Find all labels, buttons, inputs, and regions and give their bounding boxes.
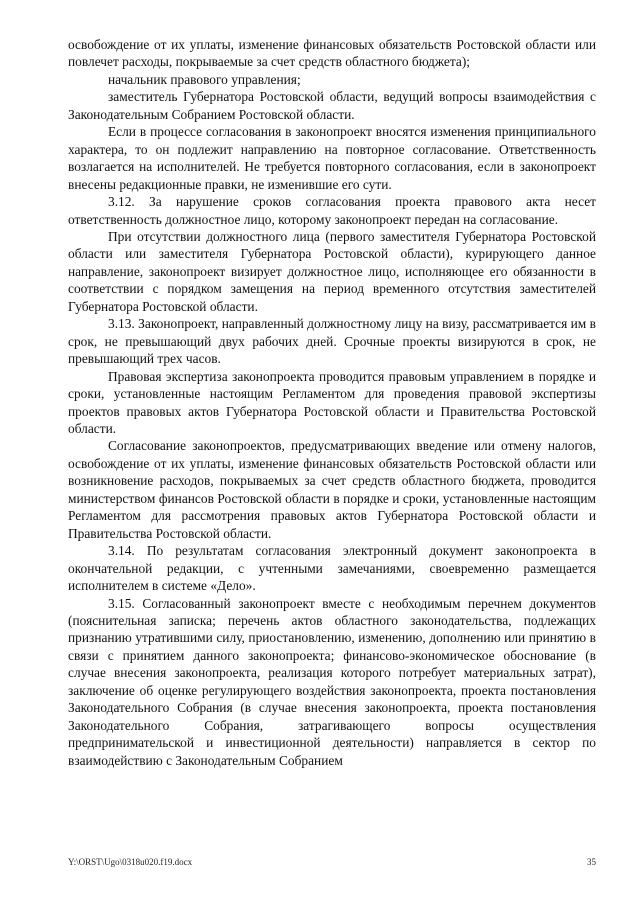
document-body — [68, 36, 596, 769]
paragraph-repeat-approval: Если в процессе согласования в законопроект вносятся изменения принципиального характера, то он подлежит направлению на повторное согласование. Ответственность возлагается на исполнителей. Не требуется повторного согласования, если в законопроект внесены редакционные правки, не изменившие его сути. — [68, 124, 596, 192]
paragraph-deputy-governor: заместитель Губернатора Ростовской области, ведущий вопросы взаимодействия с Законодательным Собранием Ростовской области. — [68, 89, 596, 122]
paragraph-3-12: 3.12. За нарушение сроков согласования проекта правового акта несет ответственность должностное лицо, которому законопроект передан на согласование. — [68, 194, 596, 227]
footer-file-path: Y:\ORST\Ugo\0318u020.f19.docx — [68, 857, 193, 867]
paragraph-3-15: 3.15. Согласованный законопроект вместе с необходимым перечнем документов (пояснительная записка; перечень актов областного законодательства, подлежащих признанию утратившими силу, приостановлению, изменению, дополнению или принятию в связи с принятием данного законопроекта; финансово-экономическое обоснование (в случае внесения законопроекта, реализация которого потребует материальных затрат), заключение об оценке регулирующего воздействия законопроекта, проекта постановления Законодательного Собрания (в случае внесения законопроекта, проекта постановления Законодательного Собрания, затрагивающего вопросы осуществления предпринимательской и инвестиционной деятельности) направляется в сектор по взаимодействию с Законодательным Собранием — [68, 595, 596, 768]
paragraph-tax-approval: Согласование законопроектов, предусматривающих введение или отмену налогов, освобождение от их уплаты, изменение финансовых обязательств Ростовской области или возникновение расходов, покрываемых за счет средств областного бюджета, проводится министерством финансов Ростовской области в порядке и сроки, установленные настоящим Регламентом для рассмотрения правовых актов Губернатора Ростовской области и Правительства Ростовской области. — [68, 438, 596, 541]
page-number: 35 — [587, 857, 596, 867]
paragraph-absence: При отсутствии должностного лица (первого заместителя Губернатора Ростовской области или заместителя Губернатора Ростовской области), курирующего данное направление, законопроект визирует должностное лицо, исполняющее его обязанности в соответствии с порядком замещения на период временного отсутствия заместителей Губернатора Ростовской области. — [68, 228, 596, 314]
paragraph-legal-expertise: Правовая экспертиза законопроекта проводится правовым управлением в порядке и сроки, установленные настоящим Регламентом для проведения правовой экспертизы проектов правовых актов Губернатора Ростовской области и Правительства Ростовской области. — [68, 368, 596, 436]
page-footer — [68, 857, 596, 871]
paragraph-continuation: освобождение от их уплаты, изменение финансовых обязательств Ростовской области или повлечет расходы, покрываемые за счет средств областного бюджета); — [68, 37, 596, 70]
paragraph-3-13: 3.13. Законопроект, направленный должностному лицу на визу, рассматривается им в срок, не превышающий двух рабочих дней. Срочные проекты визируются в срок, не превышающий трех часов. — [68, 316, 596, 367]
paragraph-legal-head: начальник правового управления; — [108, 71, 301, 87]
paragraph-3-14: 3.14. По результатам согласования электронный документ законопроекта в окончательной редакции, с учтенными замечаниями, своевременно размещается исполнителем в системе «Дело». — [68, 543, 596, 594]
